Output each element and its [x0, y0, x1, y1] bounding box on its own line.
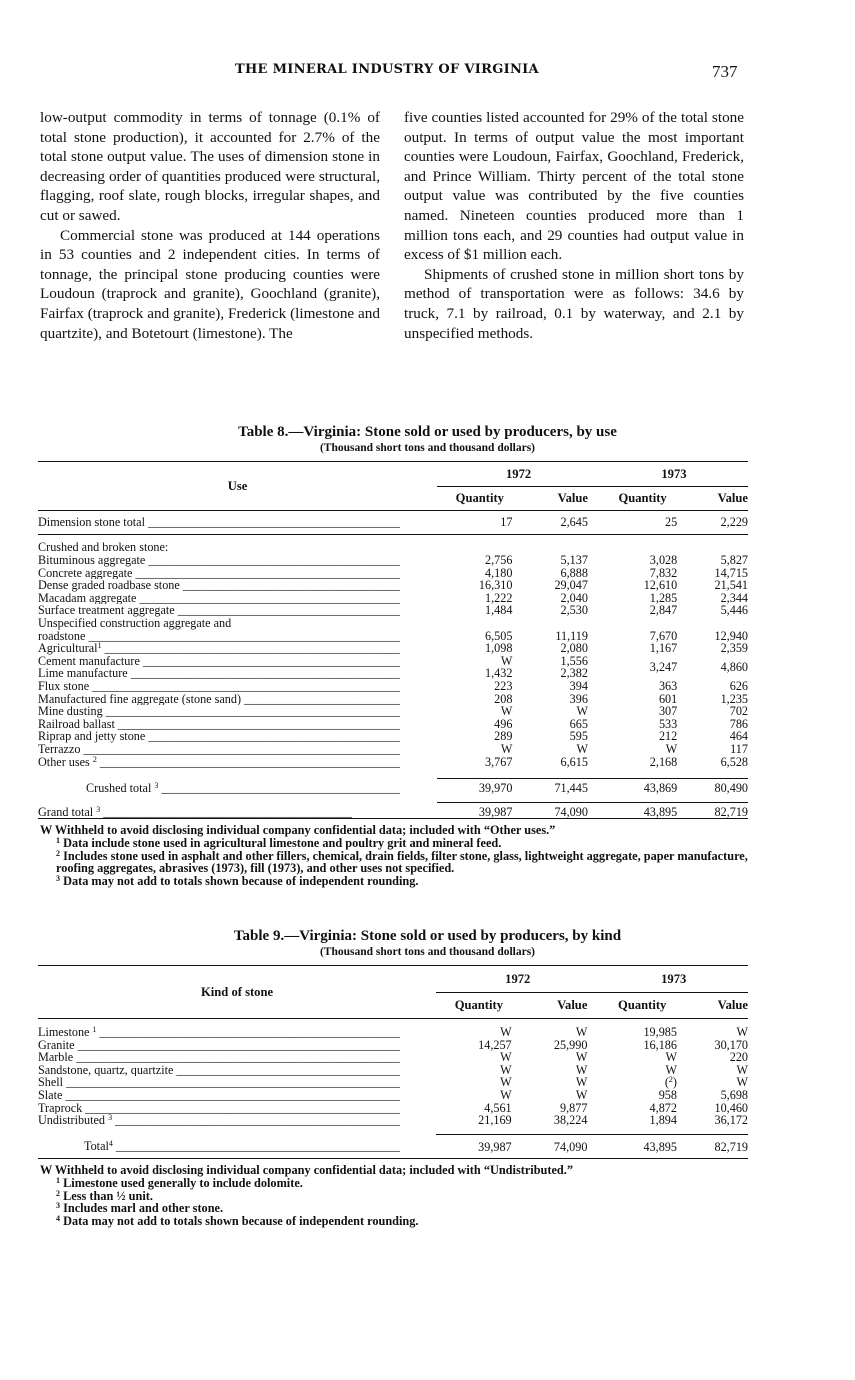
- paragraph: Shipments of crushed stone in million short tons by method of transportation were as follows: 34.6 by truck, 7.1 by railroad, 0.1 by waterway, and 2.1 by unspecified methods.: [404, 265, 744, 342]
- cell: 29,047: [554, 578, 588, 593]
- row-label: Unspecified construction aggregate and: [38, 615, 232, 630]
- table-row: [38, 554, 748, 567]
- footnote: $^2$ Includes stone used in asphalt and other fillers, chemical, drain fields, filter stone, glass, lightweight aggregate, paper manufacture, roofing aggregates, abrasives (1973), fill (1973), and other uses not specified.: [56, 848, 748, 876]
- cell: 82,719: [714, 1139, 748, 1154]
- cell: 394: [569, 678, 588, 693]
- cell: 11,119: [555, 628, 588, 643]
- cell: W: [575, 1087, 588, 1102]
- row-label: Surface treatment aggregate _____: [38, 604, 400, 617]
- col-header-quantity: Quantity: [455, 490, 504, 505]
- row-label: Macadam aggregate _____: [38, 592, 400, 605]
- cell: 396: [569, 691, 588, 706]
- cell: 2,847: [649, 603, 678, 618]
- table-row: [38, 630, 748, 643]
- row-label: Other uses $^2$ _____: [38, 756, 400, 769]
- table-row: [38, 1114, 748, 1127]
- footnote: $^1$ Limestone used generally to include dolomite.: [56, 1175, 303, 1190]
- cell: 1,556: [560, 653, 588, 668]
- table-row: [38, 680, 748, 693]
- cell: 82,719: [714, 805, 748, 820]
- row-label: Slate _____: [38, 1089, 400, 1102]
- cell: 7,670: [649, 628, 678, 643]
- cell: 363: [658, 678, 678, 693]
- cell: W: [500, 741, 513, 756]
- cell: W: [575, 1062, 588, 1077]
- row-label: Undistributed $^3$ _____: [38, 1114, 400, 1127]
- cell: 43,895: [643, 805, 678, 820]
- cell: 5,137: [560, 553, 588, 567]
- cell: W: [736, 1075, 748, 1090]
- col-header-quantity: Quantity: [454, 997, 503, 1012]
- cell: 464: [729, 729, 748, 744]
- right-text-column: [404, 108, 744, 343]
- cell: 12,940: [714, 628, 748, 643]
- table-row: [38, 579, 748, 592]
- cell: 36,172: [714, 1113, 748, 1128]
- footnote-w: W Withheld to avoid disclosing individual company confidential data; included with “Undistributed.”: [40, 1163, 573, 1177]
- cell: 19,985: [643, 1025, 677, 1039]
- col-header-value: Value: [557, 997, 588, 1012]
- col-header-1972: 1972: [437, 464, 600, 486]
- cell: W: [736, 1025, 748, 1039]
- col-header-1973: 1973: [600, 464, 748, 486]
- table8-bottom-rule: [38, 818, 748, 819]
- col-header-use: Use: [227, 479, 248, 494]
- row-label: Mine dusting _____: [38, 705, 400, 718]
- cell: W: [575, 1075, 588, 1090]
- cell: 9,877: [559, 1100, 588, 1115]
- cell: 25: [665, 514, 678, 529]
- cell: 3,247: [649, 660, 678, 675]
- table9-footnotes: [40, 1164, 752, 1228]
- row-label: Dense graded roadbase stone _____: [38, 579, 400, 592]
- cell: 16,186: [643, 1037, 677, 1052]
- cell: 10,460: [714, 1100, 748, 1115]
- cell: 2,168: [649, 754, 678, 769]
- footnote: $^4$ Data may not add to totals shown because of independent rounding.: [56, 1214, 419, 1229]
- cell: 38,224: [553, 1113, 588, 1128]
- cell: 2,040: [560, 590, 588, 605]
- cell: 786: [729, 716, 748, 731]
- table-row: [38, 693, 748, 706]
- cell: W: [575, 1025, 588, 1039]
- cell: 4,180: [485, 565, 513, 580]
- table-row: [38, 718, 748, 731]
- cell: 2,229: [720, 514, 748, 529]
- cell: 2,645: [560, 514, 588, 529]
- paragraph: low-output commodity in terms of tonnage (0.1% of total stone production), it accounted for 2.7% of the total stone output value. The uses of dimension stone in decreasing order of quantities produced were structural, flagging, roof slate, rough blocks, irregular shapes, and cut or sawed.: [40, 109, 380, 224]
- cell: 39,970: [478, 781, 513, 796]
- cell: 2,080: [560, 641, 588, 656]
- col-header-1973: 1973: [599, 968, 748, 992]
- cell: 117: [730, 741, 748, 756]
- col-header-quantity: Quantity: [618, 997, 667, 1012]
- cell: W: [576, 741, 588, 756]
- table-row: [38, 1064, 748, 1077]
- cell: 43,895: [643, 1139, 677, 1154]
- row-label: Terrazzo _____: [38, 743, 400, 756]
- table8-top-rule: [38, 461, 748, 462]
- cell: 3,028: [649, 553, 678, 567]
- footnote-w: W Withheld to avoid disclosing individual company confidential data; included with “Other uses.”: [40, 823, 556, 837]
- cell: ($^2$): [664, 1075, 677, 1090]
- cell: W: [500, 1062, 512, 1077]
- cell: 21,541: [714, 578, 748, 593]
- cell: 496: [494, 716, 513, 731]
- cell: 6,528: [720, 754, 748, 769]
- cell: 5,827: [720, 553, 748, 567]
- cell: 2,359: [720, 641, 748, 656]
- row-label: Riprap and jetty stone _____: [38, 730, 400, 743]
- row-label: Lime manufacture _____: [38, 667, 400, 680]
- cell: W: [500, 1025, 512, 1039]
- cell: 1,098: [485, 641, 513, 656]
- cell: 4,872: [649, 1100, 677, 1115]
- col-header-quantity: Quantity: [618, 490, 667, 505]
- cell: 6,505: [485, 628, 513, 643]
- row-label: Cement manufacture _____: [38, 655, 400, 668]
- cell: 25,990: [553, 1037, 588, 1052]
- table-row: [38, 592, 748, 605]
- row-label: Bituminous aggregate _____: [38, 554, 400, 567]
- table8-title: Table 8.—Virginia: Stone sold or used by producers, by use: [238, 424, 617, 440]
- cell: 43,869: [643, 781, 678, 796]
- row-label: roadstone _____: [38, 630, 400, 643]
- table-row: [38, 655, 748, 668]
- row-label: Manufactured fine aggregate (stone sand) _____: [38, 693, 400, 706]
- row-label: Total$^4$ _____: [84, 1140, 400, 1153]
- cell: 6,888: [560, 565, 588, 580]
- cell: 289: [494, 729, 513, 744]
- table9-title: Table 9.—Virginia: Stone sold or used by producers, by kind: [233, 928, 622, 944]
- cell: W: [500, 1087, 512, 1102]
- footnote: $^2$ Less than ½ unit.: [56, 1188, 153, 1203]
- table-row: [38, 1102, 748, 1115]
- cell: 14,257: [478, 1037, 512, 1052]
- col-header-value: Value: [557, 490, 588, 505]
- col-header-kind: Kind of stone: [201, 985, 274, 1000]
- table-row: [38, 802, 748, 822]
- table8: [38, 464, 748, 822]
- table-row: [38, 1026, 748, 1039]
- row-label: Marble _____: [38, 1051, 400, 1064]
- table-row: [38, 756, 748, 769]
- cell: 16,310: [478, 578, 513, 593]
- cell: W: [500, 653, 513, 668]
- table8-subtitle: (Thousand short tons and thousand dollars): [319, 442, 536, 454]
- footnote: $^3$ Includes marl and other stone.: [56, 1201, 224, 1216]
- cell: 39,987: [478, 1139, 512, 1154]
- cell: W: [500, 1050, 512, 1065]
- table-row: [38, 1039, 748, 1052]
- table-row: [38, 642, 748, 655]
- cell: W: [500, 704, 513, 719]
- cell: 665: [569, 716, 588, 731]
- cell: 21,169: [478, 1113, 512, 1128]
- cell: 1,432: [485, 666, 513, 681]
- col-header-value: Value: [717, 997, 748, 1012]
- row-label: Concrete aggregate _____: [38, 567, 400, 580]
- table8-footnotes: [40, 824, 752, 888]
- table9-subtitle: (Thousand short tons and thousand dollars): [319, 946, 536, 958]
- row-label: Traprock _____: [38, 1102, 400, 1115]
- table-row: [38, 1076, 748, 1089]
- row-label: Shell _____: [38, 1076, 400, 1089]
- cell: 1,484: [485, 603, 513, 618]
- table9: [38, 968, 748, 1159]
- row-label: Granite _____: [38, 1039, 400, 1052]
- row-label: Crushed total $^3$ _____: [86, 782, 400, 795]
- table-row: [38, 778, 748, 798]
- table-row: [38, 743, 748, 756]
- table-row: [38, 534, 748, 554]
- cell: 702: [729, 704, 748, 719]
- row-label: Railroad ballast _____: [38, 718, 400, 731]
- footnote: $^1$ Data include stone used in agricultural limestone and poultry grit and mineral feed.: [56, 835, 502, 850]
- cell: 39,987: [478, 805, 513, 820]
- cell: W: [665, 741, 678, 756]
- table-row: [38, 730, 748, 743]
- cell: 1,235: [720, 691, 748, 706]
- cell: 74,090: [554, 805, 588, 820]
- cell: 4,860: [720, 660, 748, 675]
- cell: 80,490: [714, 781, 748, 796]
- footnote: $^3$ Data may not add to totals shown because of independent rounding.: [56, 874, 419, 889]
- table-row: [38, 1051, 748, 1064]
- col-header-1972: 1972: [436, 968, 599, 992]
- cell: 1,167: [649, 641, 678, 656]
- cell: 2,530: [560, 603, 588, 618]
- cell: 1,222: [485, 590, 513, 605]
- cell: 1,894: [649, 1113, 677, 1128]
- cell: W: [500, 1075, 512, 1090]
- cell: 12,610: [643, 578, 678, 593]
- paragraph: Commercial stone was produced at 144 operations in 53 counties and 2 independent cities. In terms of tonnage, the principal stone producing counties were Loudoun (traprock and granite), Goochland (granite), Fairfax (traprock and granite), Frederick (limestone and quartzite), and Botetourt (limestone). The: [40, 226, 380, 342]
- cell: 5,446: [720, 603, 748, 618]
- cell: 17: [500, 514, 513, 529]
- cell: 223: [494, 678, 513, 693]
- cell: W: [665, 1050, 677, 1065]
- col-header-value: Value: [717, 490, 748, 505]
- page-number: 737: [712, 62, 738, 81]
- paragraph: five counties listed accounted for 29% of the total stone output. In terms of output value the most important counties were Loudoun, Fairfax, Goochland, Frederick, and Prince William. Thirty percent of the total stone output value was contributed by the five counties named. Nineteen counties produced more than 1 million tons each, and 29 counties had output value in excess of $1 million each.: [404, 109, 744, 264]
- row-label: Agricultural$^1$ _____: [38, 642, 400, 655]
- row-label: Sandstone, quartz, quartzite _____: [38, 1064, 400, 1077]
- cell: 958: [658, 1087, 677, 1102]
- table9-top-rule: [38, 965, 748, 966]
- cell: 307: [658, 704, 678, 719]
- cell: 3,767: [485, 754, 513, 769]
- cell: 2,344: [720, 590, 748, 605]
- cell: 14,715: [714, 565, 748, 580]
- left-text-column: [40, 108, 380, 343]
- cell: 30,170: [714, 1037, 748, 1052]
- table-row: [38, 1089, 748, 1102]
- cell: 601: [658, 691, 678, 706]
- table-row: [38, 567, 748, 580]
- cell: W: [576, 704, 588, 719]
- cell: 212: [658, 729, 678, 744]
- cell: 74,090: [553, 1139, 588, 1154]
- cell: W: [575, 1050, 588, 1065]
- row-label: Grand total $^3$ _____: [38, 806, 352, 819]
- row-label: Dimension stone total _____: [38, 516, 400, 529]
- table-row: [38, 510, 748, 534]
- cell: 5,698: [720, 1087, 748, 1102]
- table-row: [38, 705, 748, 718]
- cell: 626: [729, 678, 748, 693]
- cell: 2,756: [485, 553, 513, 567]
- cell: 7,832: [649, 565, 678, 580]
- table9-bottom-rule: [38, 1158, 748, 1159]
- cell: 71,445: [554, 781, 588, 796]
- cell: 1,285: [649, 590, 678, 605]
- table-row: [38, 1135, 748, 1159]
- cell: 533: [658, 716, 678, 731]
- running-title: THE MINERAL INDUSTRY OF VIRGINIA: [235, 62, 539, 77]
- row-label: Limestone $^1$ _____: [38, 1026, 400, 1039]
- cell: 220: [729, 1050, 748, 1065]
- cell: 4,561: [484, 1100, 512, 1115]
- table-row: [38, 617, 748, 630]
- row-label: Flux stone _____: [38, 680, 400, 693]
- cell: 208: [494, 691, 513, 706]
- cell: 2,382: [560, 666, 588, 681]
- cell: 6,615: [560, 754, 588, 769]
- cell: W: [736, 1062, 748, 1077]
- section-heading: Crushed and broken stone:: [38, 540, 169, 555]
- cell: W: [665, 1062, 677, 1077]
- cell: 595: [569, 729, 588, 744]
